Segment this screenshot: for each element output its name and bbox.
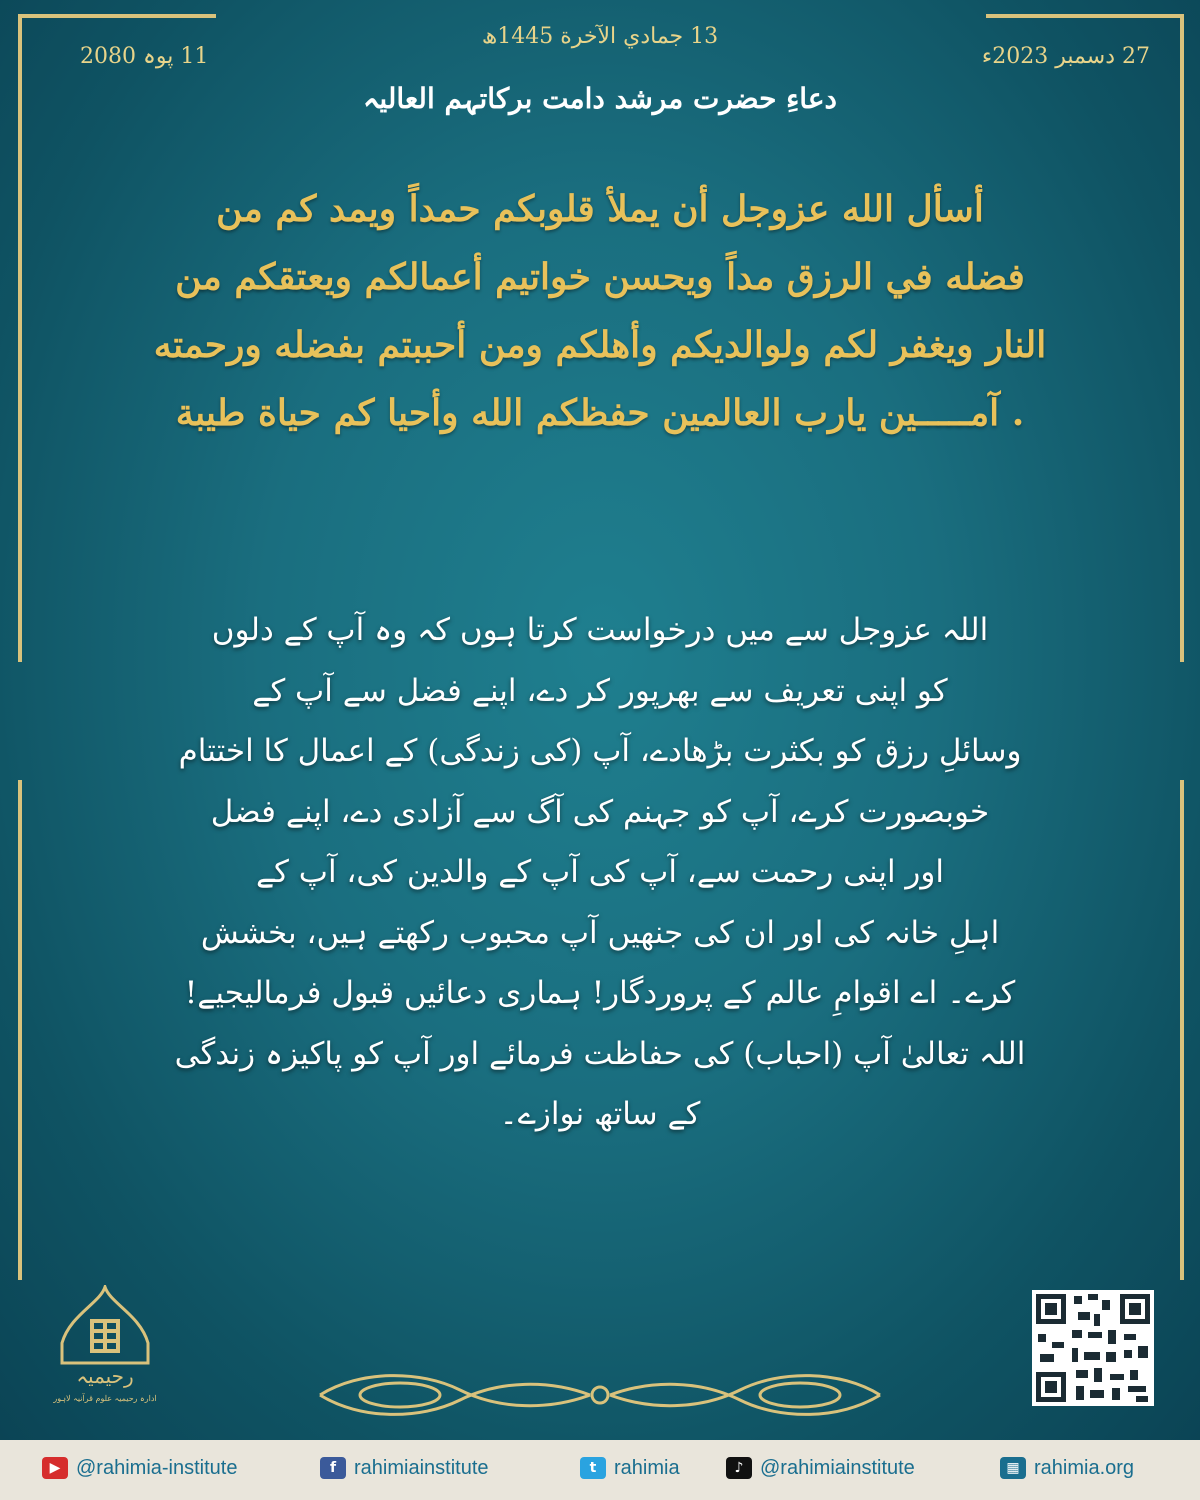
- twitter-icon: t: [580, 1457, 606, 1479]
- youtube-icon: ▶: [42, 1457, 68, 1479]
- frame-top-right: [986, 14, 1184, 18]
- frame-top-left: [18, 14, 216, 18]
- gregorian-date: 27 دسمبر 2023ء: [981, 44, 1150, 69]
- hijri-date: 13 جمادي الآخرة 1445ھ: [481, 24, 719, 49]
- urdu-line: اللہ عزوجل سے میں درخواست کرتا ہوں کہ وہ آپ کے دلوں: [211, 612, 989, 648]
- tiktok-icon: ♪: [726, 1457, 752, 1479]
- logo-name: رحیمیہ: [76, 1364, 134, 1388]
- facebook-link[interactable]: [320, 1453, 489, 1483]
- website-url: rahimia.org: [1034, 1456, 1135, 1479]
- logo-subtitle: ادارہ رحیمیہ علوم قرآنیہ لاہور: [53, 1394, 157, 1403]
- frame-left-lower: [18, 780, 22, 1280]
- twitter-link[interactable]: [580, 1453, 680, 1483]
- tiktok-handle: @rahimiainstitute: [760, 1456, 915, 1479]
- urdu-line: اہلِ خانہ کی اور ان کی جنھیں آپ محبوب رکھتے ہیں، بخشش: [200, 914, 1000, 951]
- arabic-line: فضله في الرزق مداً ويحسن خواتيم أعمالكم ويعتقكم من: [175, 256, 1025, 298]
- urdu-line: اور اپنی رحمت سے، آپ کی آپ کے والدین کی، آپ کے: [256, 854, 944, 890]
- tiktok-link[interactable]: [726, 1453, 915, 1483]
- bikrami-date: 11 پوہ 2080: [80, 44, 209, 69]
- urdu-line: کو اپنی تعریف سے بھرپور کر دے، اپنے فضل سے آپ کے: [252, 672, 948, 709]
- youtube-handle: @rahimia-institute: [76, 1456, 238, 1479]
- twitter-handle: rahimia: [614, 1456, 680, 1479]
- facebook-handle: rahimiainstitute: [354, 1456, 489, 1479]
- page-title: دعاءِ حضرت مرشد دامت برکاتہم العالیہ: [362, 82, 838, 115]
- decorative-ornament: [300, 1365, 900, 1425]
- arabic-line: . آمـــــين يارب العالمين حفظكم الله وأحيا كم حياة طيبة: [175, 392, 1025, 434]
- urdu-line: خوبصورت کرے، آپ کو جہنم کی آگ سے آزادی دے، اپنے فضل: [210, 793, 990, 830]
- qr-code[interactable]: [1032, 1290, 1154, 1406]
- youtube-link[interactable]: [42, 1453, 237, 1483]
- urdu-line: کرے۔ اے اقوامِ عالم کے پروردگار! ہماری دعائیں قبول فرمالیجیے!: [184, 975, 1016, 1011]
- urdu-translation: [150, 600, 1050, 1145]
- frame-right-upper: [1180, 14, 1184, 662]
- facebook-icon: f: [320, 1457, 346, 1479]
- frame-right-lower: [1180, 780, 1184, 1280]
- urdu-line: وسائلِ رزق کو بکثرت بڑھادے، آپ (کی زندگی) کے اعمال کا اختتام: [178, 733, 1022, 769]
- qr-code-icon: ▦: [1000, 1457, 1026, 1479]
- urdu-line: کے ساتھ نوازے۔: [499, 1096, 701, 1132]
- urdu-line: اللہ تعالیٰ آپ (احباب) کی حفاظت فرمائے اور آپ کو پاکیزہ زندگی: [174, 1035, 1026, 1072]
- arabic-prayer: [90, 175, 1110, 447]
- arabic-line: النار ويغفر لكم ولوالديكم وأهلكم ومن أحببتم بفضله ورحمته: [153, 324, 1047, 366]
- frame-left-upper: [18, 14, 22, 662]
- arabic-line: أسأل الله عزوجل أن يملأ قلوبكم حمداً ويمد كم من: [216, 188, 984, 230]
- rahimia-logo: [40, 1285, 170, 1410]
- website-link[interactable]: [1000, 1453, 1134, 1483]
